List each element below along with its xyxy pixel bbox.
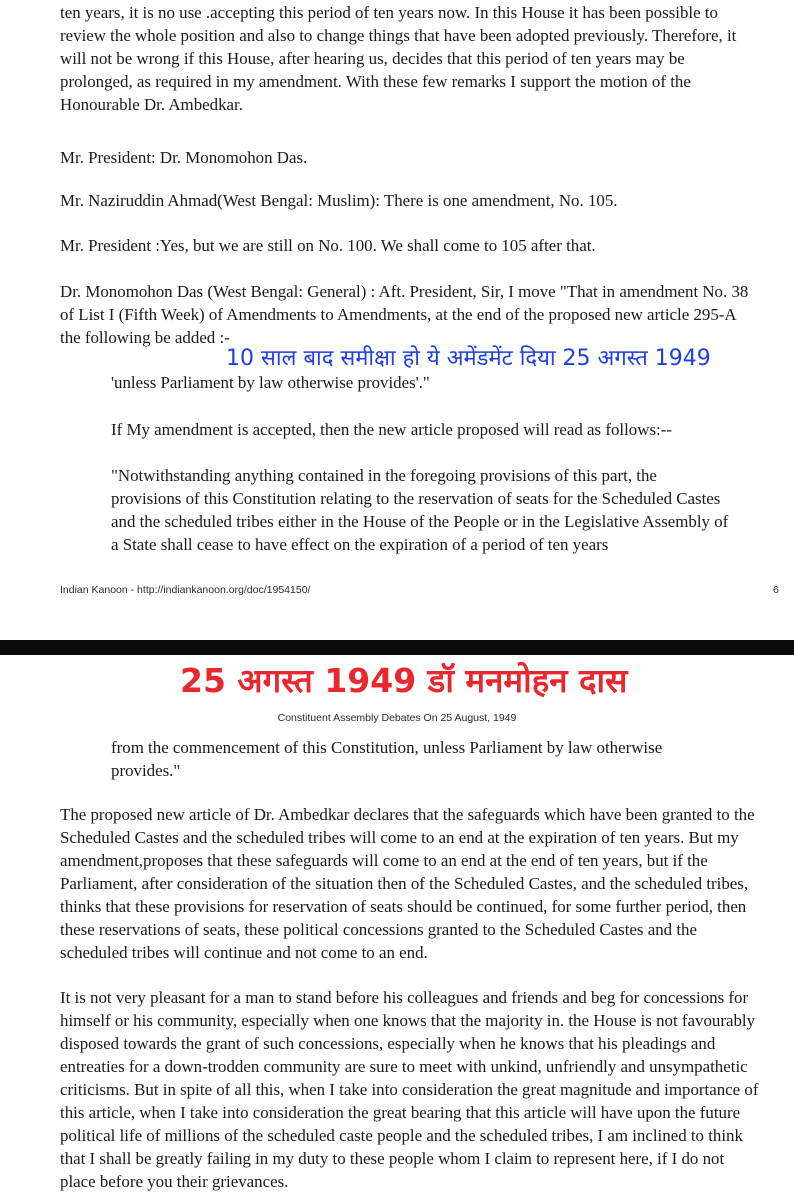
paragraph-if-accepted: If My amendment is accepted, then the new article proposed will read as follows:-- — [111, 420, 672, 439]
footer-source: Indian Kanoon - http://indiankanoon.org/doc/1954150/ — [60, 584, 311, 596]
paragraph-president-1: Mr. President: Dr. Monomohon Das. — [60, 148, 308, 167]
paragraph-intro: ten years, it is no use .accepting this period of ten years now. In this House it has been possible to review the whole position and also to change things that have been adopted previously. Therefore, it will not be wrong if this House, after hearing us, decides that this period of ten years may be prolonged, as required in my amendment. With these few remarks I support the motion of the Honourable Dr. Ambedkar. — [60, 3, 737, 114]
paragraph-president-2: Mr. President :Yes, but we are still on No. 100. We shall come to 105 after that. — [60, 236, 596, 255]
paragraph-das-move: Dr. Monomohon Das (West Bengal: General) : Aft. President, Sir, I move "That in amendment No. 38 of List I (Fifth Week) of Amendments to Amendments, at the end of the proposed new article 295-A the following be added :- — [60, 282, 749, 347]
annotation-blue-hindi: 10 साल बाद समीक्षा हो ये अमेंडमेंट दिया 25 अगस्त 1949 — [226, 346, 711, 371]
paragraph-not-pleasant: It is not very pleasant for a man to stand before his colleagues and friends and beg for concessions for himself or his community, especially when one knows that the majority in. the House is not favourably disposed towards the grant of such concessions, especially when he knows that his pleadings and entreaties for a down-trodden community are sure to meet with unkind, unfriendly and unsympathetic criticisms. But in spite of all this, when I take into consideration the great magnitude and importance of this article, when I take into consideration the great bearing that this article will have upon the future political life of millions of the scheduled caste people and the scheduled tribes, I am inclined to think that I shall be greatly failing in my duty to these people whom I claim to represent here, if I do not place before you their grievances. — [60, 988, 759, 1191]
quote-continued: from the commencement of this Constitution, unless Parliament by law otherwise provides." — [111, 738, 663, 780]
footer-page-number: 6 — [773, 584, 779, 596]
paragraph-naziruddin: Mr. Naziruddin Ahmad(West Bengal: Muslim): There is one amendment, No. 105. — [60, 191, 618, 210]
annotation-red-hindi: 25 अगस्त 1949 डॉ मनमोहन दास — [180, 661, 628, 700]
quote-unless-parliament: 'unless Parliament by law otherwise provides'." — [111, 373, 430, 392]
paragraph-proposed-article: The proposed new article of Dr. Ambedkar declares that the safeguards which have been granted to the Scheduled Castes and the scheduled tribes will come to an end at the expiration of ten years. But my amendment,proposes that these safeguards will come to an end at the end of ten years, but if the Parliament, after consideration of the situation then of the Scheduled Castes, and the scheduled tribes, thinks that these provisions for reservation of seats should be continued, for some further period, then these reservations of seats, these political concessions granted to the Scheduled Castes and the scheduled tribes will continue and not come to an end. — [60, 805, 755, 962]
page-divider — [0, 640, 794, 655]
page-header: Constituent Assembly Debates On 25 August, 1949 — [277, 712, 517, 724]
quote-article-text: "Notwithstanding anything contained in the foregoing provisions of this part, the provisions of this Constitution relating to the reservation of seats for the Scheduled Castes and the scheduled tribes either in the House of the People or in the Legislative Assembly of a State shall cease to have effect on the expiration of a period of ten years — [111, 466, 729, 554]
